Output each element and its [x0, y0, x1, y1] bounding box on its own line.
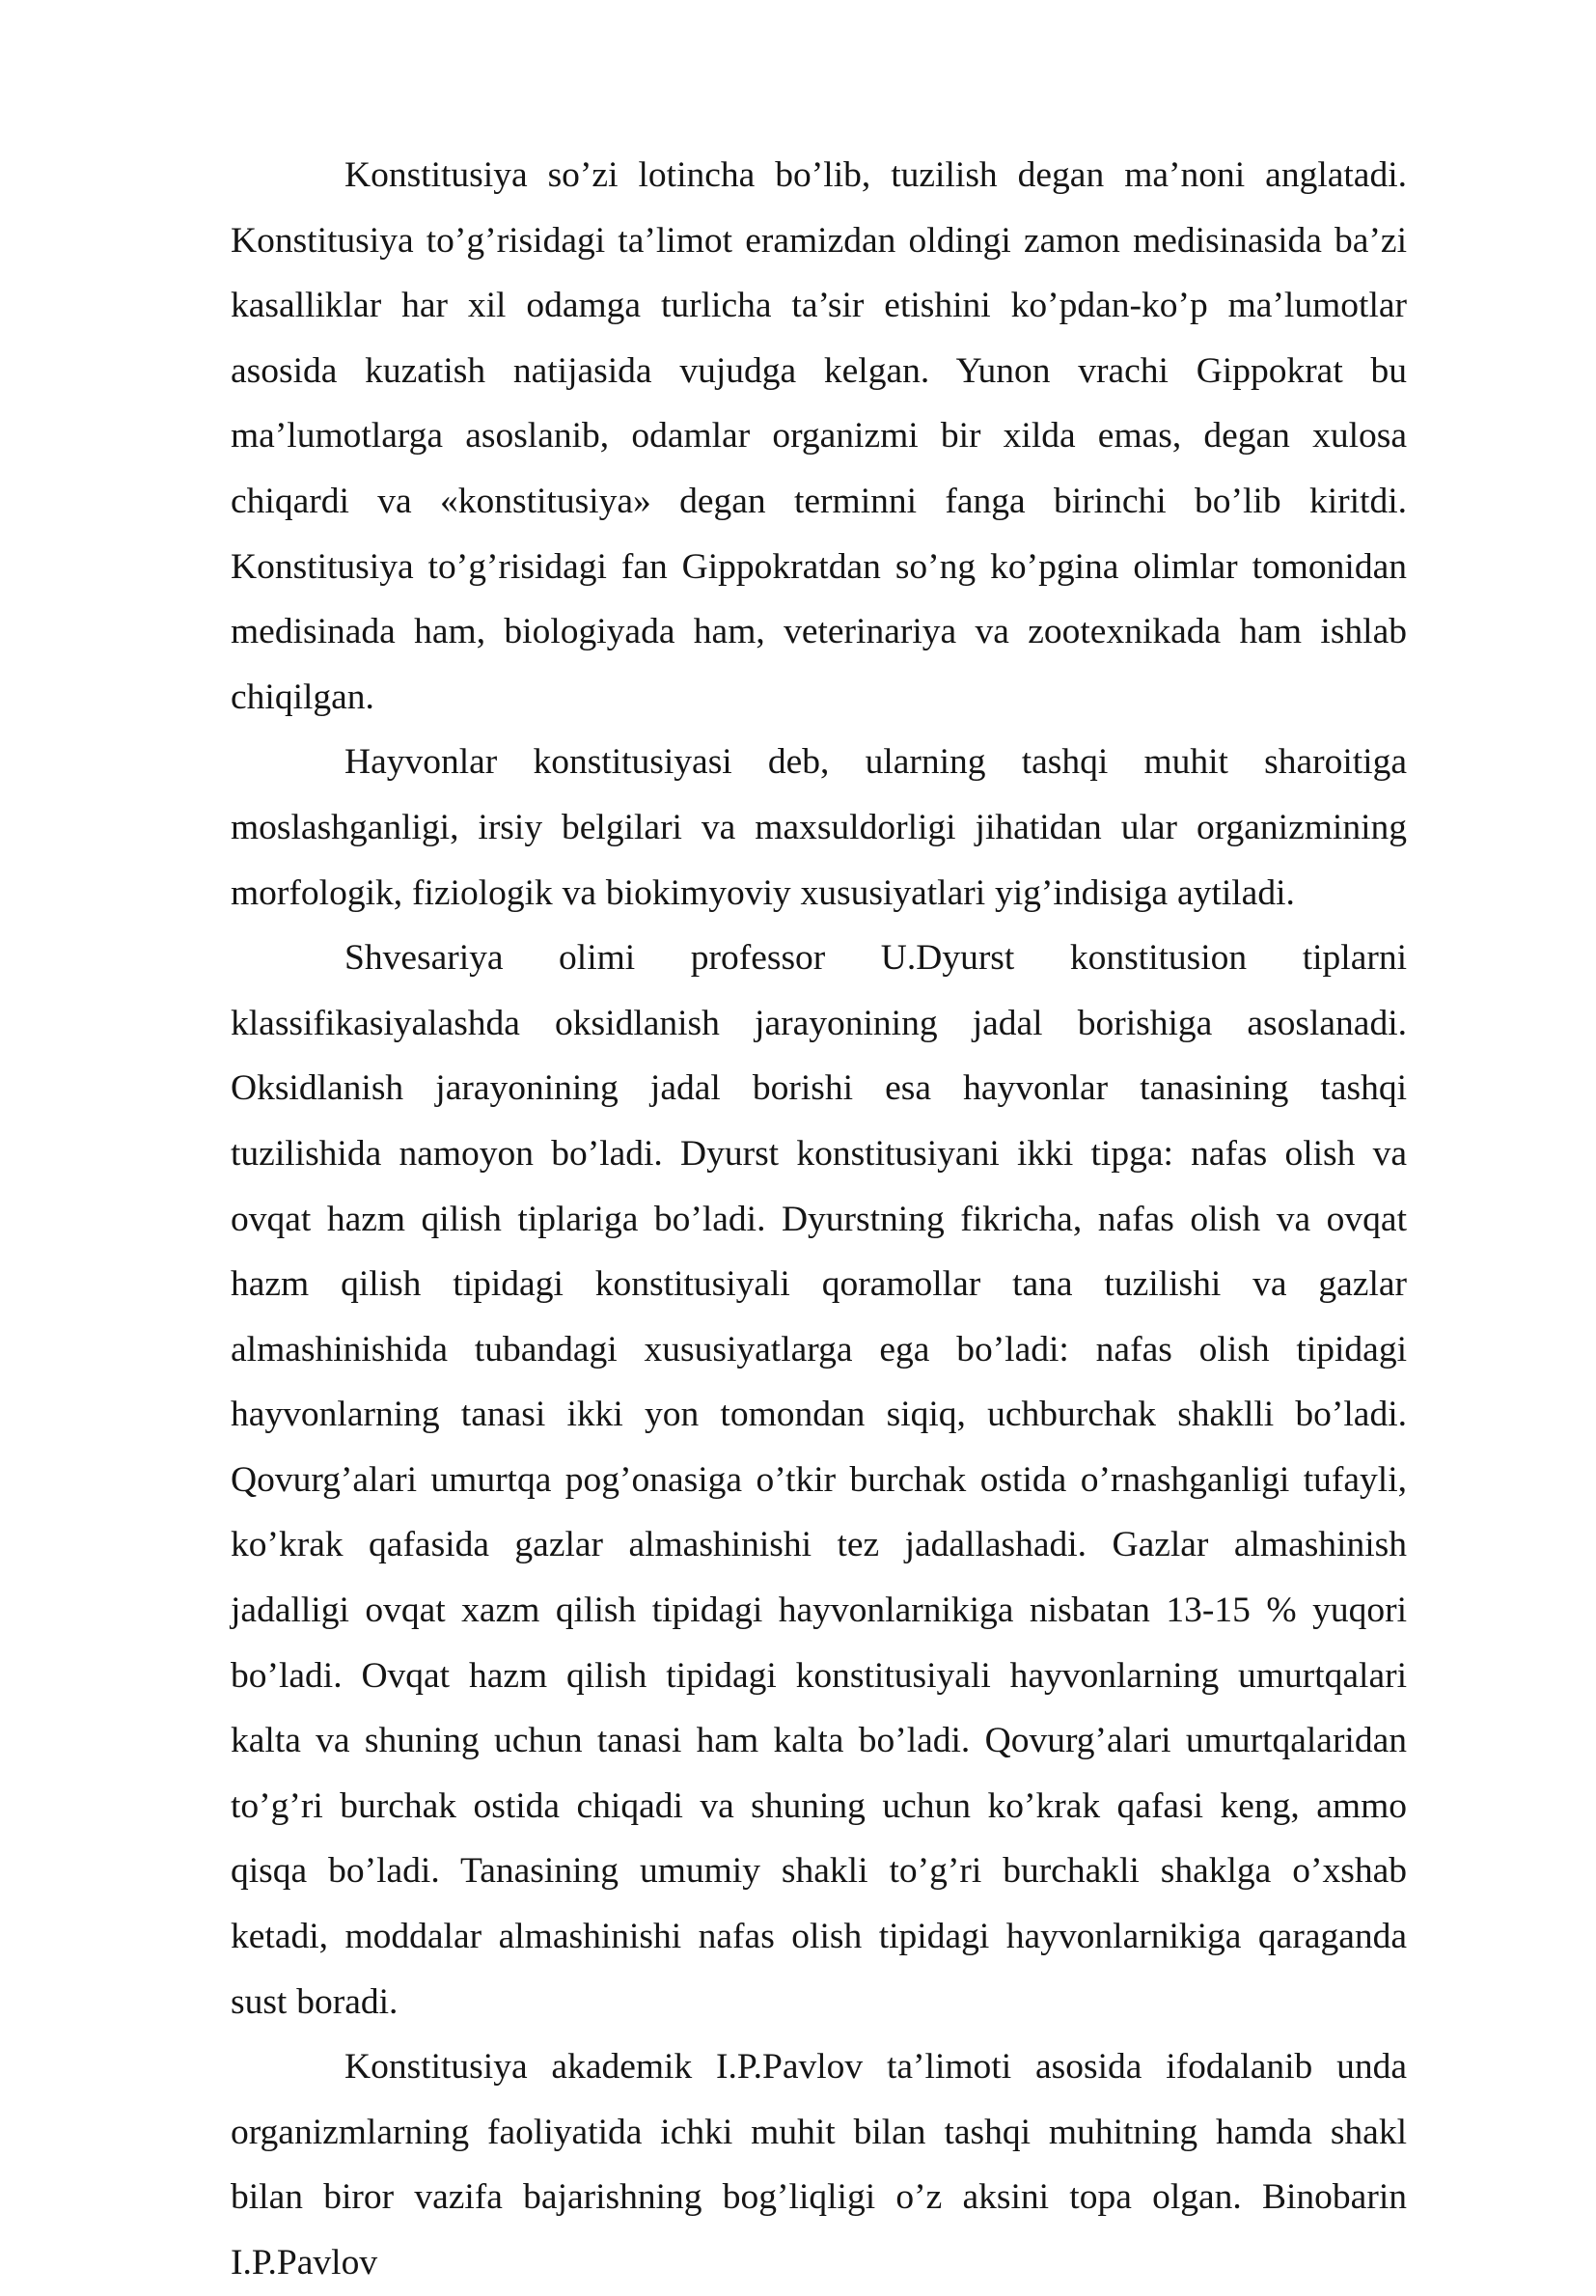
- paragraph-etymology: Konstitusiya so’zi lotincha bo’lib, tuzilish degan ma’noni anglatadi. Konstitusiya to’g’risidagi ta’limot eramizdan oldingi zamon medisinasida ba’zi kasalliklar har xil odamga turlicha ta’sir etishini ko’pdan-ko’p ma’lumotlar asosida kuzatish natijasida vujudga kelgan. Yunon vrachi Gippokrat bu ma’lumotlarga asoslanib, odamlar organizmi bir xilda emas, degan xulosa chiqardi va «konstitusiya» degan terminni fanga birinchi bo’lib kiritdi. Konstitusiya to’g’risidagi fan Gippokratdan so’ng ko’pgina olimlar tomonidan medisinada ham, biologiyada ham, veterinariya va zootexnikada ham ishlab chiqilgan.: [231, 155, 1407, 717]
- paragraph-definition: Hayvonlar konstitusiyasi deb, ularning tashqi muhit sharoitiga moslashganligi, irsiy belgilari va maxsuldorligi jihatidan ular organizmining morfologik, fiziologik va biokimyoviy xususiyatlari yig’indisiga aytiladi.: [231, 742, 1407, 913]
- paragraph-pavlov-teaching: Konstitusiya akademik I.P.Pavlov ta’limoti asosida ifodalanib unda organizmlarning faoliyatida ichki muhit bilan tashqi muhitning hamda shakl bilan biror vazifa bajarishning bog’liqligi o’z aksini topa olgan. Binobarin I.P.Pavlov: [231, 2047, 1407, 2282]
- paragraph-dyurst-classification: Shvesariya olimi professor U.Dyurst konstitusion tiplarni klassifikasiyalashda oksidlanish jarayonining jadal borishiga asoslanadi. Oksidlanish jarayonining jadal borishi esa hayvonlar tanasining tashqi tuzilishida namoyon bo’ladi. Dyurst konstitusiyani ikki tipga: nafas olish va ovqat hazm qilish tiplariga bo’ladi. Dyurstning fikricha, nafas olish va ovqat hazm qilish tipidagi konstitusiyali qoramollar tana tuzilishi va gazlar almashinishida tubandagi xususiyatlarga ega bo’ladi: nafas olish tipidagi hayvonlarning tanasi ikki yon tomondan siqiq, uchburchak shaklli bo’ladi. Qovurg’alari umurtqa pog’onasiga o’tkir burchak ostida o’rnashganligi tufayli, ko’krak qafasida gazlar almashinishi tez jadallashadi. Gazlar almashinish jadalligi ovqat xazm qilish tipidagi hayvonlarnikiga nisbatan 13-15 % yuqori bo’ladi. Ovqat hazm qilish tipidagi konstitusiyali hayvonlarning umurtqalari kalta va shuning uchun tanasi ham kalta bo’ladi. Qovurg’alari umurtqalaridan to’g’ri burchak ostida chiqadi va shuning uchun ko’krak qafasi keng, ammo qisqa bo’ladi. Tanasining umumiy shakli to’g’ri burchakli shaklga o’xshab ketadi, moddalar almashinishi nafas olish tipidagi hayvonlarnikiga qaraganda sust boradi.: [231, 938, 1407, 2022]
